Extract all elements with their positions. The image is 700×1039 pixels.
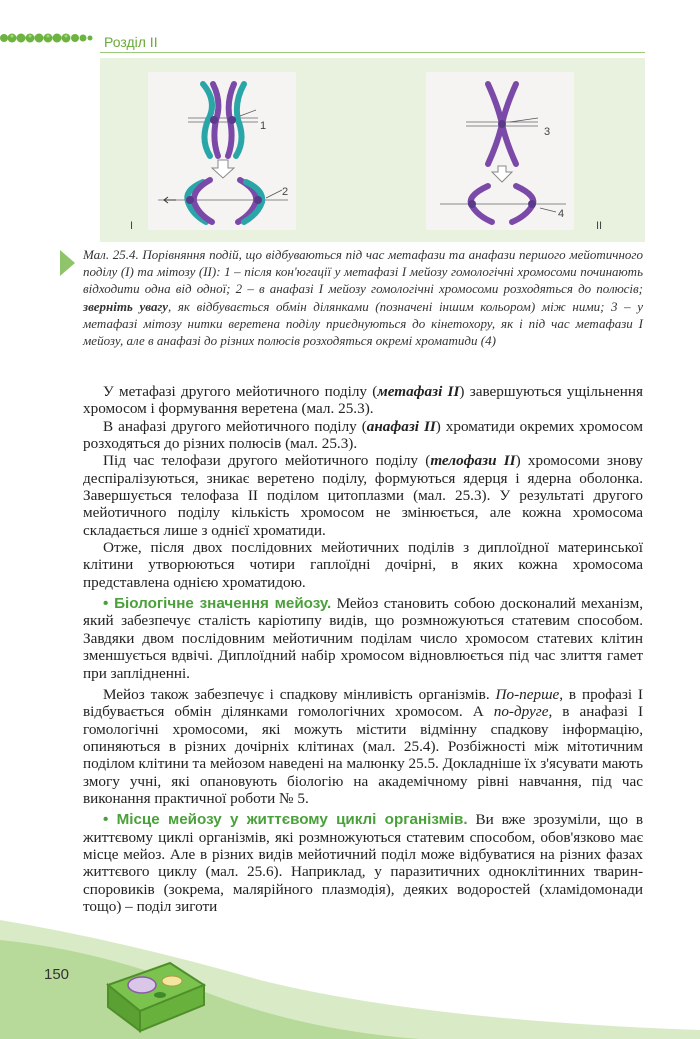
callout-3: 3 <box>544 126 551 138</box>
callout-2: 2 <box>282 186 289 198</box>
page-number: 150 <box>44 966 70 983</box>
figure-mitosis-diagram <box>426 72 574 230</box>
section-heading-life-cycle: • Місце мейозу у життєвому циклі організмів. <box>103 811 468 829</box>
paragraph-metaphase-ii: У метафазі другого мейотичного поділу (метафазі ІІ) завершуються ущільнення хромосом і формування веретена (мал. 25.3). <box>83 383 643 418</box>
caption-marker-icon <box>60 250 75 276</box>
caption-lead: Мал. 25.4. <box>83 247 139 262</box>
section-heading-significance: • Біологічне значення мейозу. <box>103 595 332 613</box>
plant-cell-illustration <box>100 945 210 1035</box>
meiosis-chromosome-illustration <box>148 72 296 230</box>
figure-panel <box>100 58 645 242</box>
figure-caption <box>83 246 643 349</box>
body-text <box>83 383 643 919</box>
paragraph-anaphase-ii: В анафазі другого мейотичного поділу (анафазі ІІ) хроматиди окремих хромосом розходяться до різних полюсів (мал. 25.3). <box>83 417 643 453</box>
header-bead-ornament <box>0 30 100 46</box>
callout-1: 1 <box>260 120 267 132</box>
caption-emphasis: зверніть увагу <box>83 298 169 314</box>
figure-meiosis-diagram <box>148 72 296 230</box>
callout-4: 4 <box>558 208 565 220</box>
header-rule <box>100 52 645 53</box>
paragraph-variability: Мейоз також забезпечує і спадкову мінливість організмів. По-перше, в профазі І відбувається обмін ділянками гомологічних хромосом. А по-друге, в анафазі І гомологічні хромосоми, які можуть містити відмінну спадкову інформацію, опиняються в різних дочірніх клітинах (мал. 25.4). Розбіжності між мітотичним поділом клітини та мейозом наведені на малюнку 25.5. Докладніше їх з'ясувати мають змогу учні, які опановують біологію на академічному рівні навчання, під час виконання практичної роботи № 5. <box>83 685 643 807</box>
paragraph-telophase-ii: Під час телофази другого мейотичного поділу (телофази ІІ) хромосоми знову деспіралізуються, зникає веретено поділу, формуються ядерця і ядерна оболонка. Завершується телофаза ІІ поділом цитоплазми (мал. 25.3). У результаті другого мейотичного поділу кількість хромосом не змінюється, але кожна хромосома складається лише з однієї хроматиди. <box>83 452 643 539</box>
section-title: Розділ ІІ <box>104 34 158 50</box>
paragraph-summary: Отже, після двох послідовних мейотичних поділів з диплоїдної материнської клітини утворюються чотири гаплоїдні дочірні, в яких кожна хромосома представлена однією хроматидою. <box>83 539 643 591</box>
panel-I-label: I <box>130 220 134 232</box>
paragraph-biological-significance: • Біологічне значення мейозу. Мейоз становить собою досконалий механізм, який забезпечує сталість каріотипу видів, що розмножуються статевим способом. Завдяки двом послідовним мейотичним поділам число хромосом статевих клітин зменшується вдвічі. Диплоїдний набір хромосом відновлюється під час злиття гамет при заплідненні. <box>83 595 644 682</box>
panel-II-label: II <box>596 220 603 232</box>
caption-text-b: , як відбувається обмін ділянками (позначені іншим кольором) між ними; 3 – у метафазі мітозу нитки веретена поділу приєднуються до кінетохору, як і під час метафази І мейозу, але в анафазі до різних полюсів розходяться окремі хроматиди (4) <box>83 298 643 349</box>
caption-text-a: Порівняння подій, що відбуваються під час метафази та анафази першого мейотичного поділу (І) та мітозу (ІІ): 1 – після кон'югації у метафазі І мейозу гомологічні хромосоми починають відходити одна від одної; 2 – в анафазі І мейозу гомологічні хромосоми розходяться до полюсів; <box>83 247 643 297</box>
paragraph-life-cycle: • Місце мейозу у життєвому циклі організмів. Ви вже зрозуміли, що в життєвому циклі організмів, які розмножуються статевим способом, обов'язково має місце мейоз. Але в різних видів мейотичний поділ може відбуватися на різних фазах життєвого циклу (мал. 25.6). Наприклад, у паразитичних одноклітинних тварин-споровиків (зокрема, малярійного плазмодія), деяких водоростей (хламідомонади тощо) – поділ зиготи <box>83 811 643 915</box>
mitosis-chromosome-illustration <box>426 72 574 230</box>
